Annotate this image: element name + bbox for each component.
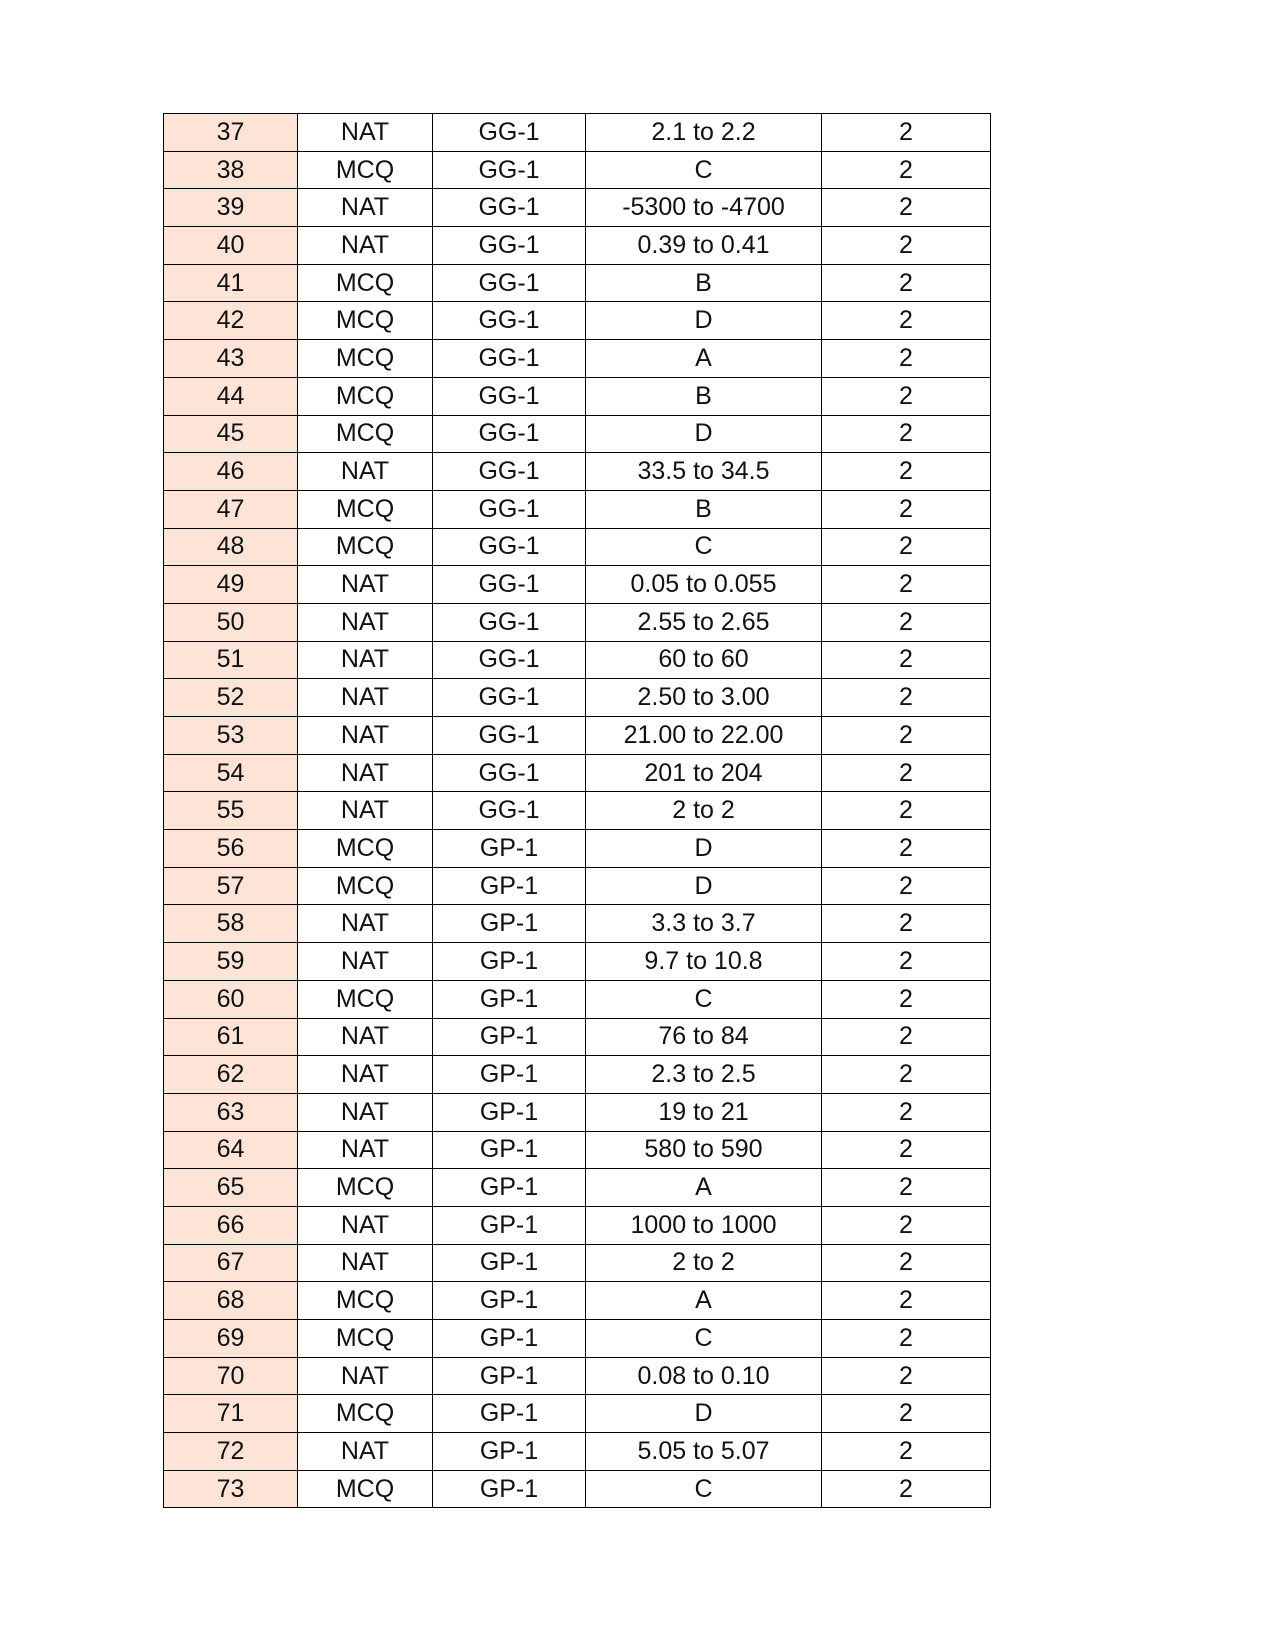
- marks-cell: 2: [822, 1169, 991, 1207]
- answer-key-cell: 580 to 590: [586, 1131, 822, 1169]
- question-type-cell: MCQ: [298, 1320, 433, 1358]
- question-number-cell: 71: [164, 1395, 298, 1433]
- question-type-cell: NAT: [298, 1357, 433, 1395]
- table-row: [164, 453, 991, 491]
- answer-key-cell: C: [586, 1320, 822, 1358]
- section-cell: GG-1: [433, 302, 586, 340]
- table-row: [164, 754, 991, 792]
- answer-key-cell: D: [586, 1395, 822, 1433]
- question-number-cell: 56: [164, 830, 298, 868]
- table-row: [164, 717, 991, 755]
- section-cell: GP-1: [433, 943, 586, 981]
- answer-key-cell: D: [586, 302, 822, 340]
- section-cell: GP-1: [433, 1093, 586, 1131]
- marks-cell: 2: [822, 377, 991, 415]
- table-row: [164, 151, 991, 189]
- table-row: [164, 1357, 991, 1395]
- marks-cell: 2: [822, 1320, 991, 1358]
- answer-key-cell: 2.55 to 2.65: [586, 603, 822, 641]
- table-row: [164, 867, 991, 905]
- answer-key-cell: 2.3 to 2.5: [586, 1056, 822, 1094]
- answer-key-cell: 1000 to 1000: [586, 1206, 822, 1244]
- question-number-cell: 46: [164, 453, 298, 491]
- answer-key-cell: 0.39 to 0.41: [586, 227, 822, 265]
- answer-key-cell: 21.00 to 22.00: [586, 717, 822, 755]
- question-type-cell: NAT: [298, 189, 433, 227]
- table-row: [164, 302, 991, 340]
- table-row: [164, 1131, 991, 1169]
- section-cell: GG-1: [433, 641, 586, 679]
- table-row: [164, 1395, 991, 1433]
- marks-cell: 2: [822, 792, 991, 830]
- table-row: [164, 528, 991, 566]
- table-row: [164, 264, 991, 302]
- question-number-cell: 37: [164, 114, 298, 152]
- question-number-cell: 73: [164, 1470, 298, 1508]
- answer-key-cell: 0.08 to 0.10: [586, 1357, 822, 1395]
- table-row: [164, 905, 991, 943]
- table-row: [164, 943, 991, 981]
- section-cell: GP-1: [433, 1169, 586, 1207]
- table-row: [164, 114, 991, 152]
- marks-cell: 2: [822, 830, 991, 868]
- question-number-cell: 48: [164, 528, 298, 566]
- question-number-cell: 41: [164, 264, 298, 302]
- section-cell: GP-1: [433, 1395, 586, 1433]
- question-type-cell: MCQ: [298, 528, 433, 566]
- answer-key-cell: B: [586, 264, 822, 302]
- table-row: [164, 1206, 991, 1244]
- section-cell: GG-1: [433, 114, 586, 152]
- marks-cell: 2: [822, 754, 991, 792]
- section-cell: GP-1: [433, 1244, 586, 1282]
- section-cell: GG-1: [433, 754, 586, 792]
- question-type-cell: NAT: [298, 641, 433, 679]
- question-type-cell: MCQ: [298, 830, 433, 868]
- section-cell: GG-1: [433, 227, 586, 265]
- question-type-cell: MCQ: [298, 1470, 433, 1508]
- question-number-cell: 47: [164, 490, 298, 528]
- table-row: [164, 490, 991, 528]
- question-type-cell: MCQ: [298, 1282, 433, 1320]
- marks-cell: 2: [822, 641, 991, 679]
- question-number-cell: 38: [164, 151, 298, 189]
- table-row: [164, 1470, 991, 1508]
- question-type-cell: NAT: [298, 603, 433, 641]
- table-row: [164, 227, 991, 265]
- table-row: [164, 1320, 991, 1358]
- marks-cell: 2: [822, 1470, 991, 1508]
- section-cell: GG-1: [433, 189, 586, 227]
- answer-key-cell: 2 to 2: [586, 1244, 822, 1282]
- section-cell: GP-1: [433, 1320, 586, 1358]
- marks-cell: 2: [822, 1206, 991, 1244]
- answer-key-cell: A: [586, 340, 822, 378]
- table-row: [164, 1093, 991, 1131]
- answer-key-cell: D: [586, 415, 822, 453]
- answer-key-cell: C: [586, 980, 822, 1018]
- question-number-cell: 53: [164, 717, 298, 755]
- question-number-cell: 62: [164, 1056, 298, 1094]
- section-cell: GP-1: [433, 1433, 586, 1471]
- table-row: [164, 603, 991, 641]
- marks-cell: 2: [822, 603, 991, 641]
- answer-key-body: [164, 114, 991, 1508]
- answer-key-cell: 76 to 84: [586, 1018, 822, 1056]
- marks-cell: 2: [822, 302, 991, 340]
- question-type-cell: MCQ: [298, 264, 433, 302]
- question-type-cell: MCQ: [298, 867, 433, 905]
- question-type-cell: NAT: [298, 1131, 433, 1169]
- table-row: [164, 415, 991, 453]
- section-cell: GP-1: [433, 1282, 586, 1320]
- marks-cell: 2: [822, 679, 991, 717]
- answer-key-cell: D: [586, 867, 822, 905]
- marks-cell: 2: [822, 490, 991, 528]
- marks-cell: 2: [822, 453, 991, 491]
- question-number-cell: 63: [164, 1093, 298, 1131]
- marks-cell: 2: [822, 1433, 991, 1471]
- question-number-cell: 52: [164, 679, 298, 717]
- question-number-cell: 66: [164, 1206, 298, 1244]
- table-row: [164, 189, 991, 227]
- answer-key-cell: 3.3 to 3.7: [586, 905, 822, 943]
- marks-cell: 2: [822, 114, 991, 152]
- question-number-cell: 61: [164, 1018, 298, 1056]
- answer-key-cell: 2.1 to 2.2: [586, 114, 822, 152]
- table-row: [164, 1433, 991, 1471]
- table-row: [164, 1169, 991, 1207]
- section-cell: GG-1: [433, 490, 586, 528]
- section-cell: GP-1: [433, 980, 586, 1018]
- answer-key-cell: 2 to 2: [586, 792, 822, 830]
- question-type-cell: NAT: [298, 717, 433, 755]
- table-row: [164, 340, 991, 378]
- answer-key-cell: 201 to 204: [586, 754, 822, 792]
- marks-cell: 2: [822, 566, 991, 604]
- marks-cell: 2: [822, 1395, 991, 1433]
- section-cell: GG-1: [433, 415, 586, 453]
- marks-cell: 2: [822, 1282, 991, 1320]
- question-type-cell: NAT: [298, 679, 433, 717]
- section-cell: GG-1: [433, 717, 586, 755]
- question-type-cell: MCQ: [298, 302, 433, 340]
- question-type-cell: MCQ: [298, 151, 433, 189]
- question-type-cell: NAT: [298, 792, 433, 830]
- answer-key-cell: 60 to 60: [586, 641, 822, 679]
- marks-cell: 2: [822, 1093, 991, 1131]
- marks-cell: 2: [822, 264, 991, 302]
- question-number-cell: 70: [164, 1357, 298, 1395]
- section-cell: GG-1: [433, 151, 586, 189]
- table-row: [164, 1282, 991, 1320]
- section-cell: GG-1: [433, 377, 586, 415]
- marks-cell: 2: [822, 717, 991, 755]
- question-number-cell: 68: [164, 1282, 298, 1320]
- question-type-cell: MCQ: [298, 1169, 433, 1207]
- marks-cell: 2: [822, 340, 991, 378]
- question-number-cell: 54: [164, 754, 298, 792]
- question-number-cell: 58: [164, 905, 298, 943]
- marks-cell: 2: [822, 227, 991, 265]
- answer-key-cell: 19 to 21: [586, 1093, 822, 1131]
- answer-key-cell: 9.7 to 10.8: [586, 943, 822, 981]
- section-cell: GP-1: [433, 1470, 586, 1508]
- question-number-cell: 69: [164, 1320, 298, 1358]
- section-cell: GP-1: [433, 867, 586, 905]
- question-type-cell: NAT: [298, 114, 433, 152]
- marks-cell: 2: [822, 415, 991, 453]
- marks-cell: 2: [822, 189, 991, 227]
- section-cell: GP-1: [433, 1206, 586, 1244]
- question-type-cell: NAT: [298, 754, 433, 792]
- section-cell: GP-1: [433, 1357, 586, 1395]
- table-row: [164, 641, 991, 679]
- question-number-cell: 40: [164, 227, 298, 265]
- marks-cell: 2: [822, 1244, 991, 1282]
- question-type-cell: NAT: [298, 1093, 433, 1131]
- question-number-cell: 67: [164, 1244, 298, 1282]
- question-type-cell: MCQ: [298, 1395, 433, 1433]
- section-cell: GG-1: [433, 340, 586, 378]
- answer-key-cell: A: [586, 1282, 822, 1320]
- question-type-cell: NAT: [298, 1433, 433, 1471]
- question-number-cell: 49: [164, 566, 298, 604]
- question-number-cell: 72: [164, 1433, 298, 1471]
- question-number-cell: 44: [164, 377, 298, 415]
- marks-cell: 2: [822, 1131, 991, 1169]
- question-type-cell: MCQ: [298, 340, 433, 378]
- answer-key-cell: -5300 to -4700: [586, 189, 822, 227]
- section-cell: GP-1: [433, 905, 586, 943]
- question-number-cell: 60: [164, 980, 298, 1018]
- question-type-cell: NAT: [298, 227, 433, 265]
- question-type-cell: MCQ: [298, 490, 433, 528]
- marks-cell: 2: [822, 943, 991, 981]
- answer-key-cell: A: [586, 1169, 822, 1207]
- section-cell: GG-1: [433, 603, 586, 641]
- question-number-cell: 43: [164, 340, 298, 378]
- question-number-cell: 42: [164, 302, 298, 340]
- answer-key-cell: 2.50 to 3.00: [586, 679, 822, 717]
- table-row: [164, 980, 991, 1018]
- question-type-cell: NAT: [298, 905, 433, 943]
- marks-cell: 2: [822, 867, 991, 905]
- question-number-cell: 55: [164, 792, 298, 830]
- answer-key-cell: D: [586, 830, 822, 868]
- question-number-cell: 64: [164, 1131, 298, 1169]
- table-row: [164, 1244, 991, 1282]
- question-number-cell: 51: [164, 641, 298, 679]
- marks-cell: 2: [822, 1056, 991, 1094]
- question-type-cell: NAT: [298, 1056, 433, 1094]
- question-type-cell: NAT: [298, 566, 433, 604]
- question-number-cell: 65: [164, 1169, 298, 1207]
- section-cell: GP-1: [433, 1056, 586, 1094]
- question-type-cell: NAT: [298, 1018, 433, 1056]
- question-number-cell: 59: [164, 943, 298, 981]
- table-row: [164, 1056, 991, 1094]
- question-type-cell: MCQ: [298, 415, 433, 453]
- section-cell: GG-1: [433, 679, 586, 717]
- table-row: [164, 566, 991, 604]
- answer-key-cell: 5.05 to 5.07: [586, 1433, 822, 1471]
- question-type-cell: MCQ: [298, 980, 433, 1018]
- answer-key-table: [163, 113, 991, 1508]
- marks-cell: 2: [822, 980, 991, 1018]
- answer-key-cell: C: [586, 528, 822, 566]
- table-row: [164, 377, 991, 415]
- question-type-cell: NAT: [298, 1206, 433, 1244]
- answer-key-cell: C: [586, 151, 822, 189]
- question-type-cell: NAT: [298, 943, 433, 981]
- question-number-cell: 50: [164, 603, 298, 641]
- section-cell: GP-1: [433, 1131, 586, 1169]
- answer-key-cell: B: [586, 490, 822, 528]
- section-cell: GG-1: [433, 566, 586, 604]
- answer-key-cell: 0.05 to 0.055: [586, 566, 822, 604]
- question-type-cell: NAT: [298, 1244, 433, 1282]
- question-number-cell: 57: [164, 867, 298, 905]
- answer-key-cell: C: [586, 1470, 822, 1508]
- section-cell: GG-1: [433, 453, 586, 491]
- marks-cell: 2: [822, 1357, 991, 1395]
- table-row: [164, 1018, 991, 1056]
- marks-cell: 2: [822, 528, 991, 566]
- section-cell: GP-1: [433, 1018, 586, 1056]
- question-number-cell: 45: [164, 415, 298, 453]
- question-type-cell: MCQ: [298, 377, 433, 415]
- marks-cell: 2: [822, 905, 991, 943]
- section-cell: GP-1: [433, 830, 586, 868]
- marks-cell: 2: [822, 1018, 991, 1056]
- question-number-cell: 39: [164, 189, 298, 227]
- question-type-cell: NAT: [298, 453, 433, 491]
- answer-key-cell: 33.5 to 34.5: [586, 453, 822, 491]
- section-cell: GG-1: [433, 528, 586, 566]
- table-row: [164, 679, 991, 717]
- section-cell: GG-1: [433, 264, 586, 302]
- answer-key-cell: B: [586, 377, 822, 415]
- table-row: [164, 830, 991, 868]
- marks-cell: 2: [822, 151, 991, 189]
- table-row: [164, 792, 991, 830]
- section-cell: GG-1: [433, 792, 586, 830]
